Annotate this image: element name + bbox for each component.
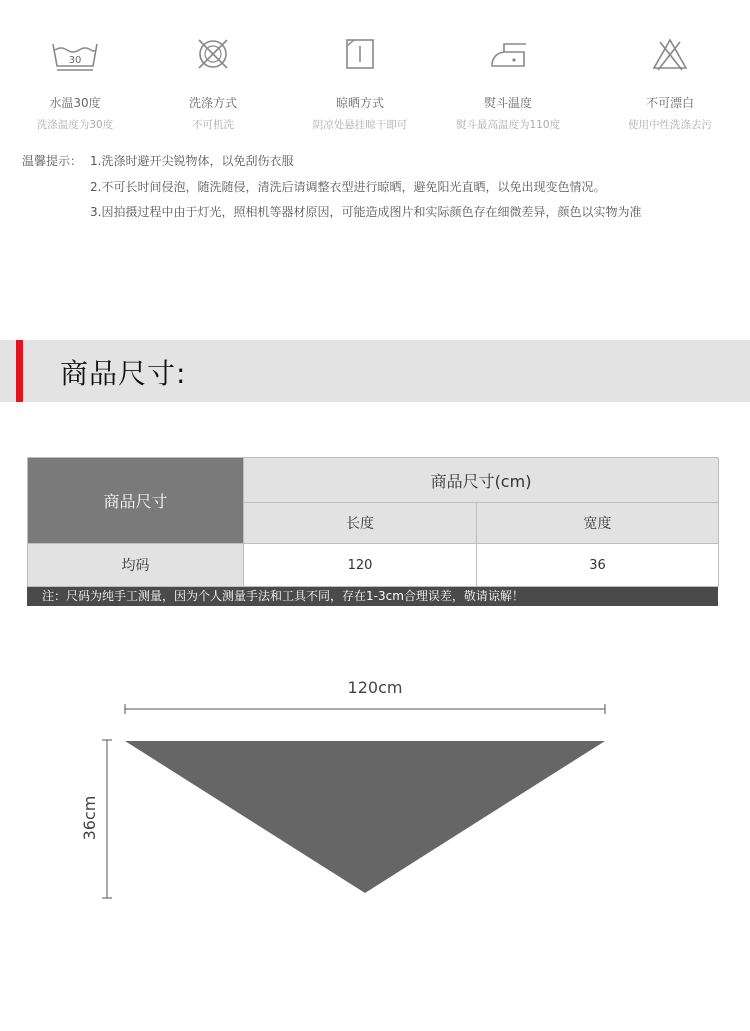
care-item-bleach — [595, 30, 745, 132]
section-accent-bar — [16, 340, 23, 402]
table-cell-length: 120 — [244, 544, 477, 587]
tip-line-2: 2.不可长时间侵泡，随洗随侵，清洗后请调整衣型进行晾晒，避免阳光直晒，以免出现变色情况。 — [90, 180, 606, 194]
care-title: 不可漂白 — [645, 96, 694, 110]
care-instructions — [0, 30, 750, 140]
care-subtitle: 使用中性洗涤去污 — [628, 119, 712, 131]
no-bleach-icon — [640, 30, 700, 82]
size-table — [27, 457, 719, 587]
care-subtitle: 熨斗最高温度为110度 — [455, 119, 561, 131]
no-machine-wash-icon — [183, 30, 243, 82]
tips-label: 温馨提示： — [22, 154, 83, 168]
wash-icon-number: 30 — [68, 55, 82, 66]
tip-line-3: 3.因拍摄过程中由于灯光，照相机等器材原因，可能造成图片和实际颜色存在细微差异，颜色以实物为准 — [90, 205, 642, 219]
tip-line-1: 1.洗涤时避开尖锐物体，以免刮伤衣服 — [90, 154, 294, 168]
care-item-drying — [285, 30, 435, 132]
measurement-note-text: 注：尺码为纯手工测量，因为个人测量手法和工具不同，存在1-3cm合理误差，敬请谅解！ — [42, 589, 524, 603]
measurement-note — [27, 587, 718, 606]
width-dimension-line — [102, 740, 112, 898]
length-label: 120cm — [347, 678, 403, 697]
care-subtitle: 阴凉处悬挂晾干即可 — [312, 119, 408, 131]
table-corner-header: 商品尺寸 — [28, 458, 244, 544]
triangle-scarf-shape — [125, 741, 605, 893]
hang-dry-icon — [330, 30, 390, 82]
care-item-wash-method — [138, 30, 288, 132]
width-label: 36cm — [80, 795, 99, 841]
size-diagram — [0, 670, 750, 910]
care-item-water-temp — [0, 30, 150, 132]
wash-30-icon — [45, 30, 105, 82]
care-title: 洗涤方式 — [188, 96, 237, 110]
iron-icon — [478, 30, 538, 82]
care-subtitle: 不可机洗 — [192, 119, 234, 131]
section-title: 商品尺寸: — [60, 357, 187, 390]
table-row — [28, 544, 719, 587]
table-row-label: 均码 — [28, 544, 244, 587]
table-column-width: 宽度 — [477, 503, 719, 544]
care-title: 熨斗温度 — [483, 96, 532, 110]
table-cell-width: 36 — [477, 544, 719, 587]
care-title: 晾晒方式 — [335, 96, 384, 110]
care-item-iron — [433, 30, 583, 132]
care-title: 水温30度 — [49, 96, 101, 110]
care-subtitle: 洗涤温度为30度 — [36, 119, 114, 131]
section-header — [0, 340, 750, 402]
table-column-length: 长度 — [244, 503, 477, 544]
table-group-header: 商品尺寸(cm) — [244, 458, 719, 503]
length-dimension-line — [125, 704, 605, 714]
